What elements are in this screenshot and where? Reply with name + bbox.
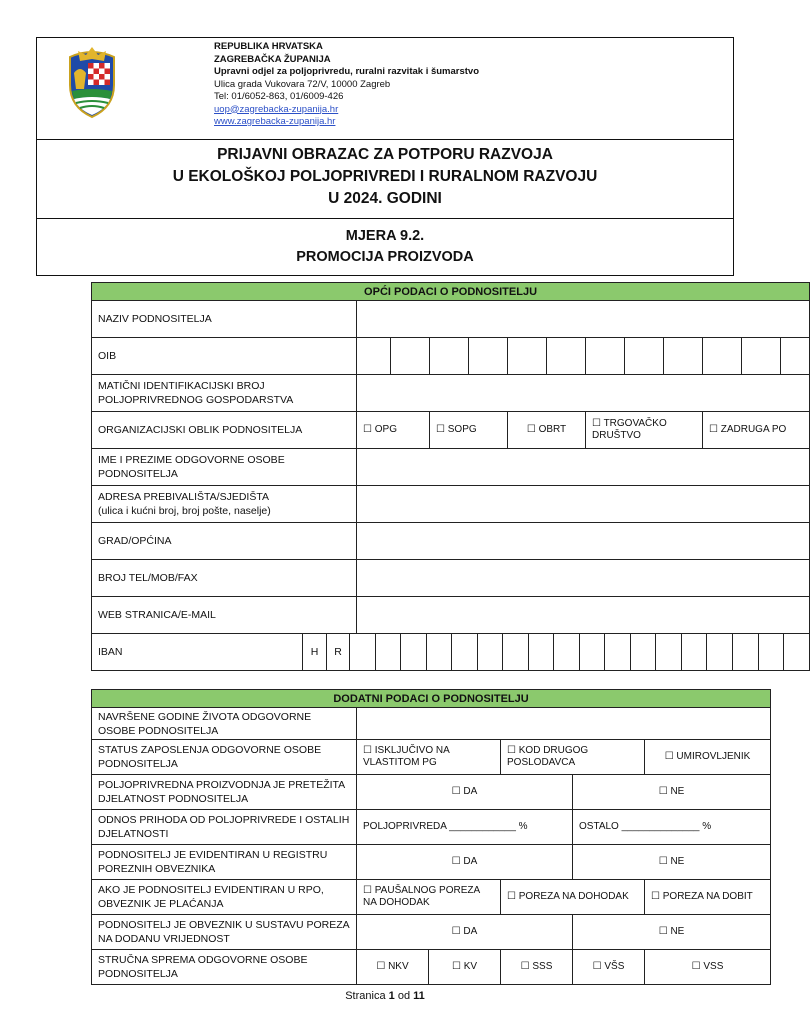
iban-digit-field[interactable]	[732, 634, 758, 670]
iban-label: IBAN	[92, 634, 303, 670]
iban-digit-field[interactable]	[477, 634, 503, 670]
age-field[interactable]	[357, 708, 771, 740]
vat-yes[interactable]: ☐ DA	[357, 915, 573, 950]
page-total: 11	[413, 990, 425, 1002]
phone-field[interactable]	[357, 560, 810, 597]
iban-digit-field[interactable]	[375, 634, 401, 670]
iban-digit-field[interactable]	[707, 634, 733, 670]
applicant-name-label: NAZIV PODNOSITELJA	[92, 301, 357, 338]
oib-label: OIB	[92, 338, 357, 375]
iban-digit-field[interactable]	[426, 634, 452, 670]
iban-digit-field[interactable]	[554, 634, 580, 670]
oib-digit-field[interactable]	[586, 338, 625, 375]
organization-info	[214, 41, 479, 129]
tax-register-no[interactable]: ☐ NE	[573, 845, 771, 880]
department-name: Upravni odjel za poljoprivredu, ruralni razvitak i šumarstvo	[214, 66, 480, 77]
additional-data-table	[91, 689, 771, 985]
phone-label: BROJ TEL/MOB/FAX	[92, 560, 357, 597]
oib-digit-field[interactable]	[547, 338, 586, 375]
address-label-text: ADRESA PREBIVALIŠTA/SJEDIŠTA	[98, 491, 269, 503]
address: Ulica grada Vukovara 72/V, 10000 Zagreb	[214, 78, 391, 90]
mibpg-field[interactable]	[357, 375, 810, 412]
form-title-line: U EKOLOŠKOJ POLJOPRIVREDI I RURALNOM RAZVOJU	[172, 168, 598, 185]
form-title	[37, 144, 733, 210]
employment-option-own-farm[interactable]: ☐ ISKLJUČIVO NA VLASTITOM PG	[357, 740, 501, 775]
education-label: STRUČNA SPREMA ODGOVORNE OSOBE PODNOSITELJA	[92, 950, 357, 985]
web-email-label: WEB STRANICA/E-MAIL	[92, 597, 357, 634]
education-option-sss[interactable]: ☐ SSS	[501, 950, 573, 985]
iban-digit-field[interactable]	[758, 634, 784, 670]
education-option-vss[interactable]: ☐ VSS	[645, 950, 771, 985]
form-title-line: PRIJAVNI OBRAZAC ZA POTPORU RAZVOJA	[217, 146, 553, 163]
address-field[interactable]	[357, 486, 810, 523]
tax-register-yes[interactable]: ☐ DA	[357, 845, 573, 880]
divider	[37, 139, 733, 140]
address-label-sub: (ulica i kućni broj, broj pošte, naselje)	[98, 505, 271, 517]
org-option-opg[interactable]: ☐ OPG	[357, 412, 430, 449]
income-other-field[interactable]: OSTALO ______________ %	[573, 810, 771, 845]
header-box	[36, 37, 734, 276]
republic-name: REPUBLIKA HRVATSKA	[214, 41, 323, 52]
iban-row	[92, 634, 810, 671]
phone: Tel: 01/6052-863, 01/6009-426	[214, 91, 344, 102]
responsible-person-field[interactable]	[357, 449, 810, 486]
oib-digit-field[interactable]	[703, 338, 742, 375]
tax-type-label: AKO JE PODNOSITELJ EVIDENTIRAN U RPO, OBVEZNIK JE PLAĆANJA	[92, 880, 357, 915]
vat-label: PODNOSITELJ JE OBVEZNIK U SUSTAVU POREZA NA DODANU VRIJEDNOST	[92, 915, 357, 950]
city-field[interactable]	[357, 523, 810, 560]
mibpg-label: MATIČNI IDENTIFIKACIJSKI BROJ POLJOPRIVREDNOG GOSPODARSTVA	[92, 375, 357, 412]
general-data-table	[91, 282, 810, 671]
tax-register-label: PODNOSITELJ JE EVIDENTIRAN U REGISTRU POREZNIH OBVEZNIKA	[92, 845, 357, 880]
form-title-line: U 2024. GODINI	[328, 190, 442, 207]
measure-title	[37, 226, 733, 268]
employment-option-other-employer[interactable]: ☐ KOD DRUGOG POSLODAVCA	[501, 740, 645, 775]
iban-digit-field[interactable]	[452, 634, 478, 670]
county-name: ZAGREBAČKA ŽUPANIJA	[214, 53, 331, 65]
tax-option-income[interactable]: ☐ POREZA NA DOHODAK	[501, 880, 645, 915]
vat-no[interactable]: ☐ NE	[573, 915, 771, 950]
education-option-nkv[interactable]: ☐ NKV	[357, 950, 429, 985]
website-link[interactable]: www.zagrebacka-zupanija.hr	[214, 116, 336, 127]
email-link[interactable]: uop@zagrebacka-zupanija.hr	[214, 103, 339, 115]
oib-digit-field[interactable]	[781, 338, 810, 375]
org-option-zadruga[interactable]: ☐ ZADRUGA PO	[703, 412, 810, 449]
iban-h: H	[303, 634, 327, 670]
additional-section-heading: DODATNI PODACI O PODNOSITELJU	[92, 690, 771, 708]
oib-digit-field[interactable]	[430, 338, 469, 375]
coat-of-arms-icon	[62, 43, 122, 119]
employment-option-retired[interactable]: ☐ UMIROVLJENIK	[645, 740, 771, 775]
tax-option-flat-income[interactable]: ☐ PAUŠALNOG POREZA NA DOHODAK	[357, 880, 501, 915]
iban-digit-field[interactable]	[630, 634, 656, 670]
web-email-field[interactable]	[357, 597, 810, 634]
age-label: NAVRŠENE GODINE ŽIVOTA ODGOVORNE OSOBE PODNOSITELJA	[92, 708, 357, 740]
education-option-vss-higher[interactable]: ☐ VŠS	[573, 950, 645, 985]
income-ratio-label: ODNOS PRIHODA OD POLJOPRIVREDE I OSTALIH DJELATNOSTI	[92, 810, 357, 845]
org-option-trgovacko-drustvo[interactable]: ☐ TRGOVAČKO DRUŠTVO	[586, 412, 703, 449]
iban-digit-field[interactable]	[605, 634, 631, 670]
iban-digit-field[interactable]	[503, 634, 529, 670]
education-option-kv[interactable]: ☐ KV	[429, 950, 501, 985]
org-form-label: ORGANIZACIJSKI OBLIK PODNOSITELJA	[92, 412, 357, 449]
measure-code: MJERA 9.2.	[345, 228, 425, 244]
main-activity-yes[interactable]: ☐ DA	[357, 775, 573, 810]
applicant-name-field[interactable]	[357, 301, 810, 338]
oib-digit-field[interactable]	[625, 338, 664, 375]
general-section-heading: OPĆI PODACI O PODNOSITELJU	[92, 283, 810, 301]
page-footer	[0, 990, 770, 1002]
iban-table	[92, 634, 809, 670]
iban-digit-field[interactable]	[681, 634, 707, 670]
main-activity-label: POLJOPRIVREDNA PROIZVODNJA JE PRETEŽITA DJELATNOST PODNOSITELJA	[92, 775, 357, 810]
responsible-person-label: IME I PREZIME ODGOVORNE OSOBE PODNOSITELJA	[92, 449, 357, 486]
address-label	[92, 486, 357, 523]
oib-digit-field[interactable]	[508, 338, 547, 375]
page-number: 1	[388, 990, 395, 1002]
page-word: Stranica	[345, 990, 386, 1002]
oib-digit-field[interactable]	[664, 338, 703, 375]
iban-digit-field[interactable]	[656, 634, 682, 670]
divider	[37, 218, 733, 219]
oib-digit-field[interactable]	[469, 338, 508, 375]
oib-digit-field[interactable]	[391, 338, 430, 375]
employment-label: STATUS ZAPOSLENJA ODGOVORNE OSOBE PODNOSITELJA	[92, 740, 357, 775]
iban-r: R	[327, 634, 350, 670]
tax-option-profit[interactable]: ☐ POREZA NA DOBIT	[645, 880, 771, 915]
iban-digit-field[interactable]	[579, 634, 605, 670]
oib-digit-field[interactable]	[357, 338, 391, 375]
main-activity-no[interactable]: ☐ NE	[573, 775, 771, 810]
iban-digit-field[interactable]	[350, 634, 376, 670]
income-agriculture-field[interactable]: POLJOPRIVREDA ____________ %	[357, 810, 573, 845]
org-option-obrt[interactable]: ☐ OBRT	[508, 412, 586, 449]
oib-digit-field[interactable]	[742, 338, 781, 375]
iban-digit-field[interactable]	[528, 634, 554, 670]
iban-digit-field[interactable]	[401, 634, 427, 670]
city-label: GRAD/OPĆINA	[92, 523, 357, 560]
of-word: od	[397, 990, 411, 1002]
iban-digit-field[interactable]	[784, 634, 810, 670]
measure-name: PROMOCIJA PROIZVODA	[296, 249, 474, 265]
org-option-sopg[interactable]: ☐ SOPG	[430, 412, 508, 449]
